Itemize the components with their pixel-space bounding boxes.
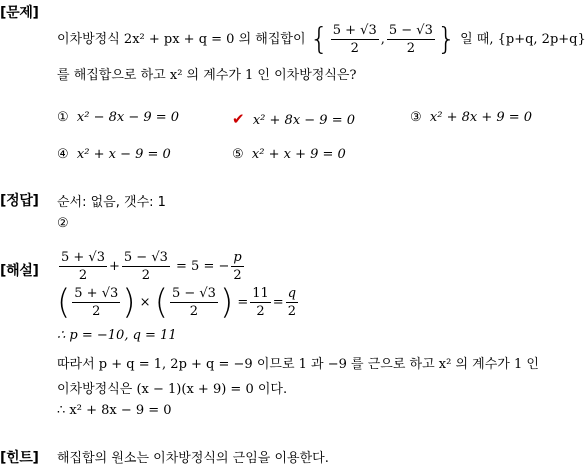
hint-label: [힌트] (0, 450, 39, 466)
problem-label: [문제] (0, 5, 39, 21)
solution-line-5: 이차방정식은 (x − 1)(x + 9) = 0 이다. (57, 382, 288, 397)
option-1[interactable]: ① x² − 8x − 9 = 0 (57, 110, 180, 125)
solution-line-3: ∴ p = −10, q = 11 (57, 328, 177, 343)
set-fraction-1: $\frac{5 + √3}{2}$ (332, 23, 377, 56)
check-mark-icon: ✔ (232, 110, 245, 128)
option-4[interactable]: ④ x² + x − 9 = 0 (57, 147, 171, 162)
option-3[interactable]: ③ x² + 8x + 9 = 0 (410, 110, 533, 125)
option-5[interactable]: ⑤ x² + x + 9 = 0 (232, 147, 346, 162)
answer-label: [정답] (0, 193, 39, 209)
problem-text-1a: 이차방정식 2x² + px + q = 0 의 해집합이 (57, 32, 306, 47)
answer-line-1: 순서: 없음, 갯수: 1 (57, 195, 166, 210)
solution-line-6: ∴ x² + 8x − 9 = 0 (57, 403, 172, 418)
problem-text-1b: 일 때, {p+q, 2p+q} (460, 32, 586, 47)
solution-label: [해설] (0, 263, 39, 279)
solution-line-4: 따라서 p + q = 1, 2p + q = −9 이므로 1 과 −9 를 근으로 하고 x² 의 계수가 1 인 (57, 357, 539, 372)
set-fraction-2: $\frac{5 - √3}{2}$ (388, 23, 433, 56)
solution-line-1: $\frac{5 + √3}{2}$ + $\frac{5 - √3}{2}$ = 5 = − $\frac{p}{2}$ (61, 250, 242, 283)
hint-text: 해집합의 원소는 이차방정식의 근임을 이용한다. (57, 451, 329, 466)
solution-line-2: ( $\frac{5 + √3}{2}$ ) × ( $\frac{5 - √3}{2}$ ) = $\frac{11}{2}$ = $\frac{q}{2}$ (57, 282, 297, 323)
problem-line-1: 이차방정식 2x² + px + q = 0 의 해집합이 { $\frac{5 + √3}{2}$ , $\frac{5 - √3}{2}$ } 일 때, {p+q, 2p+q} (57, 22, 586, 57)
answer-line-2: ② (57, 216, 69, 231)
right-brace: } (436, 22, 456, 57)
option-2[interactable]: ✔ x² + 8x − 9 = 0 (232, 110, 356, 128)
left-brace: { (309, 22, 329, 57)
problem-line-2: 를 해집합으로 하고 x² 의 계수가 1 인 이차방정식은? (57, 68, 357, 83)
